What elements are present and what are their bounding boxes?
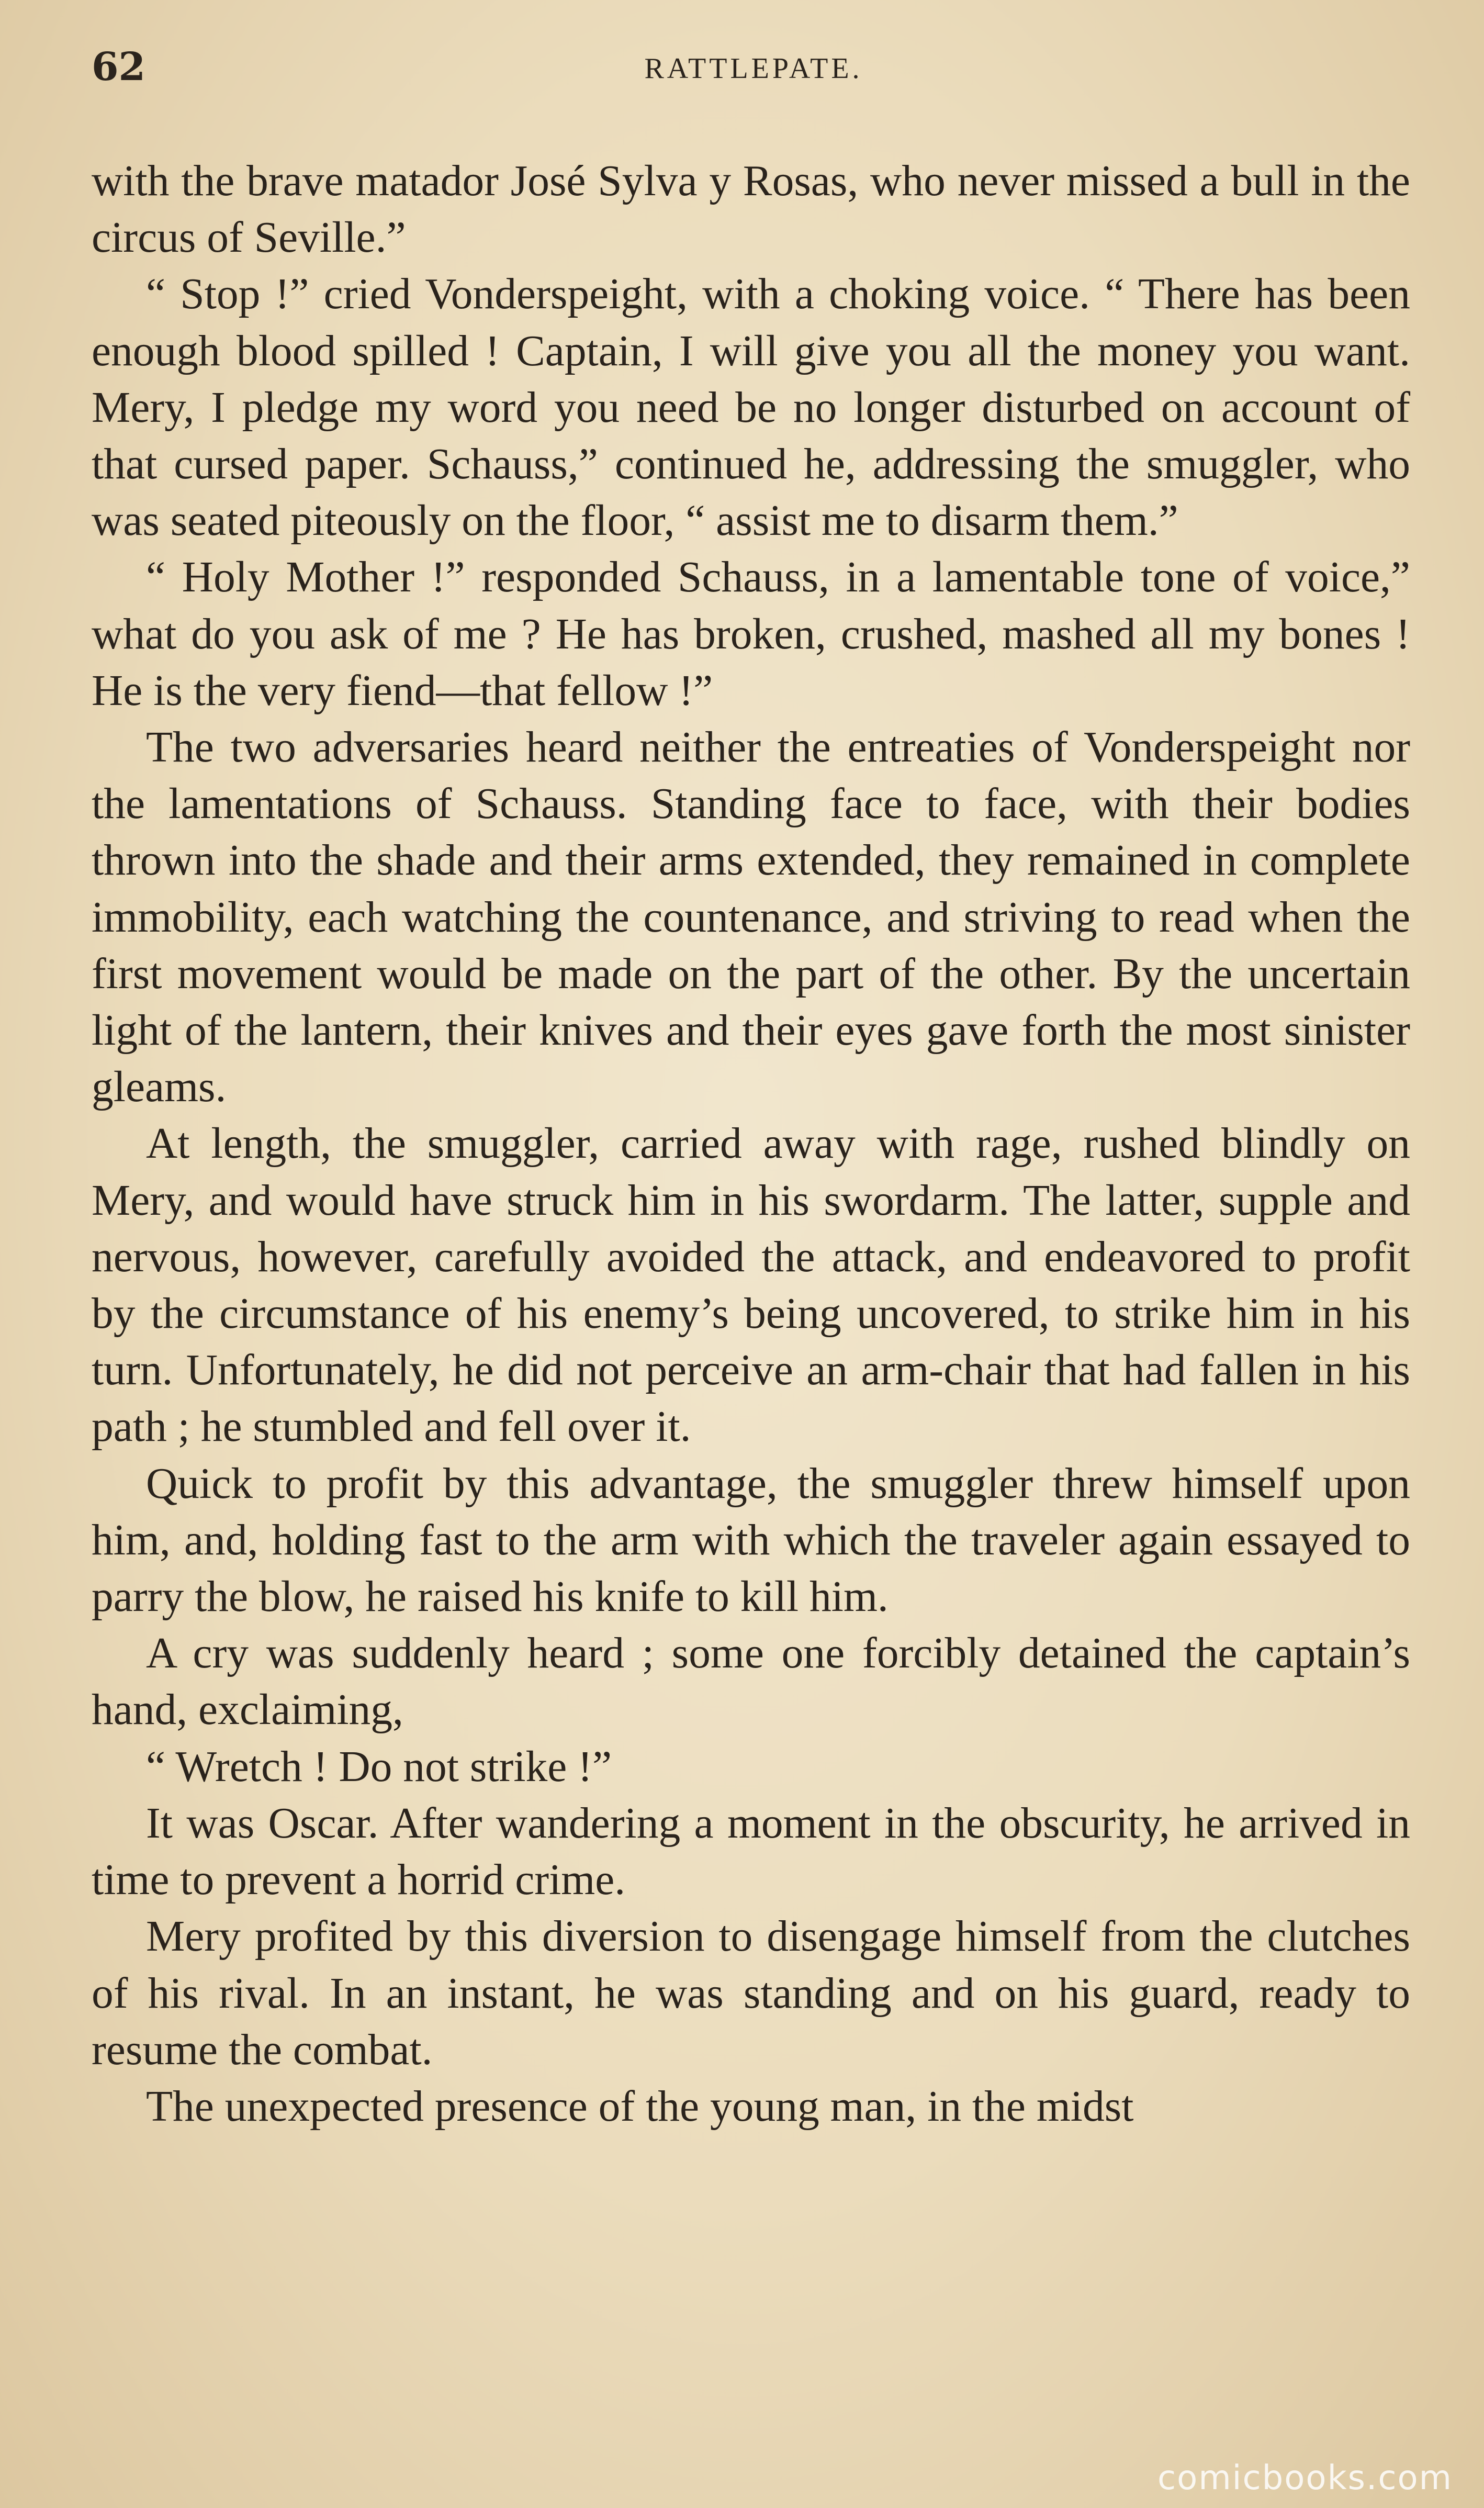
paragraph: Mery profited by this diversion to disengage himself from the clutches of his rival. In an instant, he was standing and on his guard, ready to resume the combat. [92, 1912, 1410, 2074]
paragraph: It was Oscar. After wandering a moment in the obscurity, he arrived in time to prevent a horrid crime. [92, 1799, 1410, 1905]
paragraph: Quick to profit by this advantage, the smuggler threw himself upon him, and, holding fast to the arm with which the traveler again essayed to parry the blow, he raised his knife to kill him. [92, 1459, 1410, 1621]
paragraph: The unexpected presence of the young man, in the midst [146, 2082, 1134, 2131]
page-header [92, 44, 1415, 107]
page-number: 62 [92, 44, 145, 89]
paragraph: “ Stop !” cried Vonderspeight, with a choking voice. “ There has been enough blood spilled ! Captain, I will give you all the money you want. Mery, I pledge my word you need be no longer disturbed on account of that cursed paper. Schauss,” continued he, addressing the smuggler, who was seated piteously on the floor, “ assist me to disarm them.” [92, 270, 1410, 545]
running-head: RATTLEPATE. [644, 52, 863, 85]
watermark: comicbooks.com [1157, 2459, 1453, 2498]
body-text [92, 153, 1410, 2135]
paragraph: “ Holy Mother !” responded Schauss, in a lamentable tone of voice,” what do you ask of me ? He has broken, crushed, mashed all my bones ! He is the very fiend—that fellow !” [92, 553, 1410, 715]
paragraph: “ Wretch ! Do not strike !” [146, 1742, 612, 1791]
paragraph: At length, the smuggler, carried away with rage, rushed blindly on Mery, and would have struck him in his swordarm. The latter, supple and nervous, however, carefully avoided the attack, and endeavored to profit by the circumstance of his enemy’s being uncovered, to strike him in his turn. Unfortunately, he did not perceive an arm-chair that had fallen in his path ; he stumbled and fell over it. [92, 1119, 1410, 1451]
paragraph: with the brave matador José Sylva y Rosas, who never missed a bull in the circus of Seville.” [92, 157, 1410, 262]
paragraph: A cry was suddenly heard ; some one forcibly detained the captain’s hand, exclaiming, [92, 1629, 1410, 1734]
paragraph: The two adversaries heard neither the entreaties of Vonderspeight nor the lamentations of Schauss. Standing face to face, with their bodies thrown into the shade and their arms extended, they remained in complete immobility, each watching the countenance, and striving to read when the first movement would be made on the part of the other. By the uncertain light of the lantern, their knives and their eyes gave forth the most sinister gleams. [92, 723, 1410, 1112]
